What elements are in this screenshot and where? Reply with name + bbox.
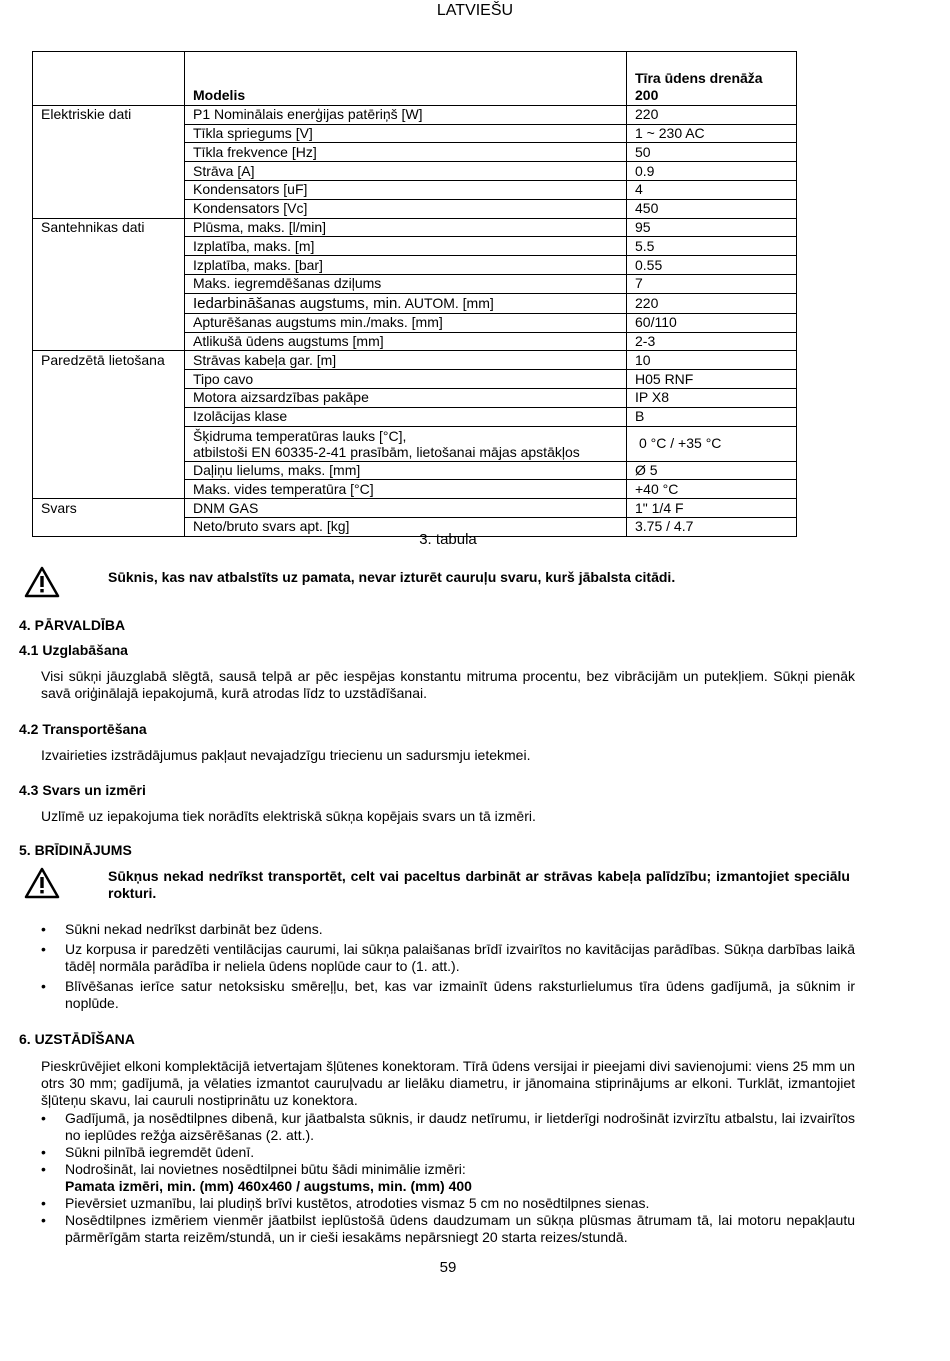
table-parameter-cell: Neto/bruto svars apt. [kg]: [185, 517, 627, 536]
table-model-row: [33, 87, 797, 105]
table-row: [33, 143, 797, 162]
table-empty-cell: [33, 87, 185, 105]
table-group-cell: [33, 388, 185, 407]
list-item-text: Blīvēšanas ierīce satur netoksisku smēreļļu, bet, kas var izmainīt ūdens raksturlielumus tīra ūdens gadījumā, ja sūknim ir noplūde.: [65, 978, 855, 1011]
table-row: [33, 388, 797, 407]
table-value-cell: H05 RNF: [627, 370, 797, 389]
list-item: • Nosēdtilpnes izmēriem vienmēr jāatbilst ieplūstošā ūdens daudzumam un sūkņa plūsmas ātrumam tā, lai motoru nepakļautu pārmērīgām starta reizēm/stundā, un ir cieši iesakāms nepārsniegt 20 starta reizes/stundā.: [41, 1212, 855, 1245]
table-parameter-cell: Kondensators [Vc]: [185, 199, 627, 218]
table-row: [33, 199, 797, 218]
table-parameter-emphasis: Iedarbināšanas augstums, min.: [193, 294, 402, 312]
table-value-cell: 0.55: [627, 256, 797, 275]
table-group-cell: [33, 180, 185, 199]
table-row: [33, 256, 797, 275]
list-item-text: Sūkni nekad nedrīkst darbināt bez ūdens.: [65, 921, 323, 937]
table-value-cell: IP X8: [627, 388, 797, 407]
section-4-2-text: Izvairieties izstrādājumus pakļaut nevajadzīgu triecienu un sadursmju ietekmei.: [41, 747, 531, 763]
list-item-text: Gadījumā, ja nosēdtilpnes dibenā, kur jāatbalsta sūknis, ir daudz netīrumu, ir lietderīgi nodrošināt izvirzītu atbalstu, lai izvairītos no ieplūdes režģa aizsērēšanas (2. att.).: [65, 1110, 855, 1143]
table-header-row-2: [33, 70, 797, 87]
page-number: 59: [439, 1259, 457, 1276]
table-group-cell: [33, 461, 185, 480]
table-value-cell: 2-3: [627, 332, 797, 351]
list-item: • Sūkni pilnībā iegremdēt ūdenī.: [41, 1144, 255, 1160]
table-parameter-cell: [185, 426, 627, 461]
list-item-text: Uz korpusa ir paredzēti ventilācijas caurumi, lai sūkņa palaišanas brīdī izvairītos no kavitācijas parādības. Sūkņa darbības laikā tādēļ normāla parādība ir neliela ūdens noplūde caur to (1. att.).: [65, 941, 855, 974]
table-group-cell: [33, 407, 185, 426]
specification-table: [32, 51, 797, 537]
table-value-cell: 450: [627, 199, 797, 218]
table-parameter-cell: Kondensators [uF]: [185, 180, 627, 199]
table-parameter-cell: Strāvas kabeļa gar. [m]: [185, 351, 627, 370]
warning-text-1: Sūknis, kas nav atbalstīts uz pamata, nevar izturēt cauruļu svaru, kurš jābalsta citādi.: [108, 569, 676, 585]
list-item: • Sūkni nekad nedrīkst darbināt bez ūdens.: [41, 921, 323, 937]
section-4-1-title: 4.1 Uzglabāšana: [19, 642, 128, 658]
table-value-cell: 50: [627, 143, 797, 162]
table-row: [33, 162, 797, 181]
table-parameter-text: AUTOM. [mm]: [401, 294, 494, 311]
table-row: [33, 274, 797, 293]
table-header-row: [33, 52, 797, 71]
table-value-cell: 60/110: [627, 313, 797, 332]
table-group-cell: Elektriskie dati: [33, 105, 185, 124]
table-value-cell: 7: [627, 274, 797, 293]
list-item: • Nodrošināt, lai novietnes nosēdtilpnei būtu šādi minimālie izmēri: Pamata izmēri, min. (mm) 460x460 / augstums, min. (mm) 400: [41, 1161, 855, 1195]
table-row: [33, 293, 797, 313]
table-group-cell: [33, 370, 185, 389]
table-value-cell: Ø 5: [627, 461, 797, 480]
table-value-cell: 0.9: [627, 162, 797, 181]
list-item-text: Nodrošināt, lai novietnes nosēdtilpnei būtu šādi minimālie izmēri:: [65, 1161, 466, 1177]
table-parameter-cell: Izolācijas klase: [185, 407, 627, 426]
table-group-cell: [33, 313, 185, 332]
table-group-cell: [33, 124, 185, 143]
table-parameter-cell: Atlikušā ūdens augstums [mm]: [185, 332, 627, 351]
table-parameter-cell: Tīkla spriegums [V]: [185, 124, 627, 143]
model-label: Modelis: [185, 87, 627, 105]
table-row: [33, 332, 797, 351]
table-parameter-cell: DNM GAS: [185, 499, 627, 518]
table-group-cell: [33, 199, 185, 218]
table-row: [33, 407, 797, 426]
table-value-cell: 4: [627, 180, 797, 199]
table-row: [33, 461, 797, 480]
table-parameter-cell: Tipo cavo: [185, 370, 627, 389]
table-parameter-cell: Strāva [A]: [185, 162, 627, 181]
table-row: [33, 180, 797, 199]
table-row: [33, 480, 797, 499]
warning-triangle-icon: [24, 867, 60, 899]
table-value-cell: 220: [627, 293, 797, 313]
list-item: • Uz korpusa ir paredzēti ventilācijas caurumi, lai sūkņa palaišanas brīdī izvairītos no kavitācijas parādības. Sūkņa darbības laikā tādēļ normāla parādība ir neliela ūdens noplūde caur to (1. att.).: [41, 941, 855, 974]
table-empty-cell: [33, 70, 185, 87]
table-row: [33, 218, 797, 237]
table-parameter-text: Šķidruma temperatūras lauks [°C],: [193, 427, 407, 444]
table-group-cell: [33, 332, 185, 351]
section-4-1-text: Visi sūkņi jāuzglabā slēgtā, sausā telpā ar pēc iespējas konstantu mitruma procentu, bez vibrācijām un putekļiem. Sūkņi pienāk savā oriģinālajā iepakojumā, kurā atrodas līdz to uzstādīšanai.: [41, 668, 855, 701]
table-row: [33, 370, 797, 389]
section-6-intro: Pieskrūvējiet elkoni komplektācijā ietvertajam šļūtenes konektoram. Tīrā ūdens versijai ir pieejami divi savienojumi: viens 25 mm un otrs 30 mm; gadījumā, ja vēlaties izmantot cauruļvadu ar lielāku diametru, ir jānomaina stiprinājums ar elkoni. Turklāt, izmantojiet šļūteņu skavu, lai cauruli nostiprinātu uz konektora.: [41, 1058, 855, 1108]
list-item-text: Sūkni pilnībā iegremdēt ūdenī.: [65, 1144, 255, 1160]
table-parameter-cell: Izplatība, maks. [bar]: [185, 256, 627, 275]
table-group-cell: [33, 162, 185, 181]
section-5-bullet-list: [41, 921, 855, 1012]
table-parameter-cell: Daļiņu lielums, maks. [mm]: [185, 461, 627, 480]
table-group-cell: Santehnikas dati: [33, 218, 185, 237]
table-value-cell: 220: [627, 105, 797, 124]
section-6-title: 6. UZSTĀDĪŠANA: [19, 1031, 135, 1047]
warning-block-1: [24, 566, 60, 601]
minimum-dimensions: Pamata izmēri, min. (mm) 460x460 / augstums, min. (mm) 400: [65, 1178, 472, 1194]
table-group-cell: [33, 274, 185, 293]
table-group-cell: [33, 256, 185, 275]
table-parameter-cell: Plūsma, maks. [l/min]: [185, 218, 627, 237]
table-column-header-label: Tīra ūdens drenāža: [627, 70, 797, 87]
table-value-cell: 10: [627, 351, 797, 370]
table-header-blank: [185, 52, 627, 71]
table-value-cell: 1 ~ 230 AC: [627, 124, 797, 143]
page-header-language: LATVIEŠU: [436, 2, 514, 19]
table-group-cell: Svars: [33, 499, 185, 518]
table-value-cell: 3.75 / 4.7: [627, 517, 797, 536]
table-parameter-cell: Izplatība, maks. [m]: [185, 237, 627, 256]
table-group-cell: [33, 426, 185, 461]
table-parameter-cell: Apturēšanas augstums min./maks. [mm]: [185, 313, 627, 332]
table-value-cell: 5.5: [627, 237, 797, 256]
table-value-cell: 95: [627, 218, 797, 237]
list-item: • Pievērsiet uzmanību, lai pludiņš brīvi kustētos, atrodoties vismaz 5 cm no nosēdtilpnes sienas.: [41, 1195, 650, 1211]
table-caption: 3. tabula: [419, 531, 477, 548]
table-parameter-cell: Tīkla frekvence [Hz]: [185, 143, 627, 162]
table-group-cell: [33, 143, 185, 162]
list-item-text: Pievērsiet uzmanību, lai pludiņš brīvi kustētos, atrodoties vismaz 5 cm no nosēdtilpnes sienas.: [65, 1195, 650, 1211]
section-4-title: 4. PĀRVALDĪBA: [19, 617, 126, 633]
table-parameter-cell: Maks. iegremdēšanas dziļums: [185, 274, 627, 293]
table-column-header: [627, 52, 797, 71]
table-row: [33, 426, 797, 461]
table-row: [33, 499, 797, 518]
section-5-title: 5. BRĪDINĀJUMS: [19, 842, 132, 858]
warning-text-2: Sūkņus nekad nedrīkst transportēt, celt vai paceltus darbināt ar strāvas kabeļa palīdzību; izmantojiet speciālu rokturi.: [108, 868, 850, 901]
table-group-cell: Paredzētā lietošana: [33, 351, 185, 370]
section-4-3-text: Uzlīmē uz iepakojuma tiek norādīts elektriskā sūkņa kopējais svars un tā izmēri.: [41, 808, 536, 824]
warning-triangle-icon: [24, 566, 60, 598]
table-parameter-text-line2: atbilstoši EN 60335-2-41 prasībām, lietošanai mājas apstākļos: [193, 443, 580, 460]
table-row: [33, 313, 797, 332]
warning-block-2: [24, 867, 60, 902]
table-parameter-cell: P1 Nominālais enerģijas patēriņš [W]: [185, 105, 627, 124]
table-parameter-cell: Motora aizsardzības pakāpe: [185, 388, 627, 407]
list-item-text: Nosēdtilpnes izmēriem vienmēr jāatbilst ieplūstošā ūdens daudzumam un sūkņa plūsmas ātrumam tā, lai motoru nepakļautu pārmērīgām starta reizēm/stundā, un ir cieši iesakāms nepārsniegt 20 starta reizes/stundā.: [65, 1212, 855, 1245]
section-6-bullet-list: [41, 1110, 855, 1246]
table-group-cell: [33, 237, 185, 256]
table-parameter-cell: Maks. vides temperatūra [°C]: [185, 480, 627, 499]
model-value: 200: [627, 87, 797, 105]
table-row: [33, 351, 797, 370]
table-value-cell: 1" 1/4 F: [627, 499, 797, 518]
table-group-cell: [33, 480, 185, 499]
table-row: [33, 105, 797, 124]
list-item: • Blīvēšanas ierīce satur netoksisku smēreļļu, bet, kas var izmainīt ūdens raksturlielumus tīra ūdens gadījumā, ja sūknim ir noplūde.: [41, 978, 855, 1011]
table-row: [33, 237, 797, 256]
table-group-cell: [33, 293, 185, 313]
table-row: [33, 124, 797, 143]
section-4-3-title: 4.3 Svars un izmēri: [19, 782, 146, 798]
table-value-cell: +40 °C: [627, 480, 797, 499]
list-item: • Gadījumā, ja nosēdtilpnes dibenā, kur jāatbalsta sūknis, ir daudz netīrumu, ir lietderīgi nodrošināt izvirzītu atbalstu, lai izvairītos no ieplūdes režģa aizsērēšanas (2. att.).: [41, 1110, 855, 1143]
table-empty-cell: [185, 70, 627, 87]
section-4-2-title: 4.2 Transportēšana: [19, 721, 147, 737]
table-value-cell: B: [627, 407, 797, 426]
table-parameter-cell: [185, 293, 627, 313]
table-corner-cell: [33, 52, 185, 71]
table-value-cell: 0 °C / +35 °C: [627, 426, 797, 461]
